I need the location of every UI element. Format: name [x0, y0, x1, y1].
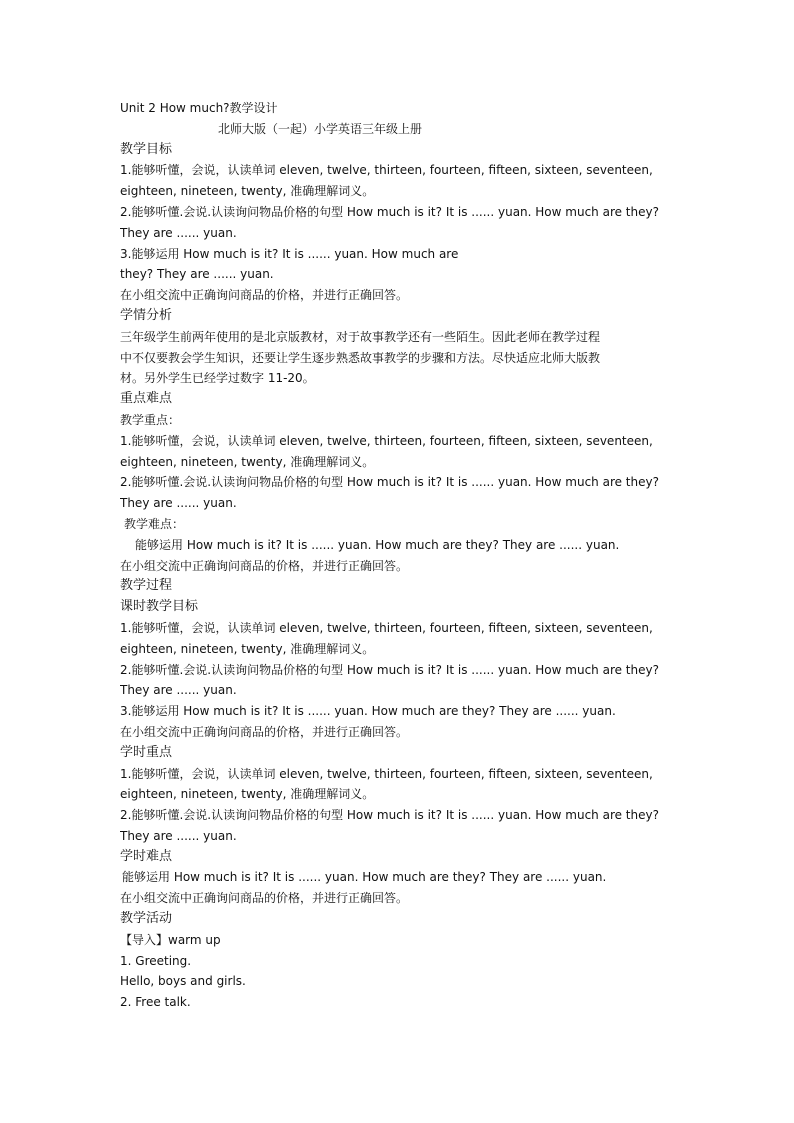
body-text-line: 3.能够运用 How much is it? It is ...... yuan. How much are they? They are ...... yuan.: [120, 704, 616, 719]
body-text-line: eighteen, nineteen, twenty, 准确理解词义。: [120, 184, 375, 199]
body-text-line: eighteen, nineteen, twenty, 准确理解词义。: [120, 454, 375, 469]
body-text-line: 2.能够听懂.会说.认读询问物品价格的句型 How much is it? It is ...... yuan. How much are they?: [120, 204, 659, 219]
section-heading: 教学目标: [120, 141, 173, 157]
body-text-line-indented: 教学难点：: [124, 516, 185, 531]
body-text-line: they? They are ...... yuan.: [120, 267, 274, 282]
body-text-line: 在小组交流中正确询问商品的价格，并进行正确回答。: [120, 288, 409, 303]
document-title: Unit 2 How much?教学设计: [120, 101, 278, 115]
body-text-line: They are ...... yuan.: [120, 496, 237, 511]
document-page: [120, 98, 680, 1013]
section-heading: 重点难点: [120, 391, 173, 407]
section-heading: 教学活动: [120, 911, 173, 927]
body-text-line: 中不仅要教会学生知识，还要让学生逐步熟悉故事教学的步骤和方法。尽快适应北师大版教: [120, 350, 601, 365]
body-text-line: 1. Greeting.: [120, 953, 192, 968]
body-text-line: 在小组交流中正确询问商品的价格，并进行正确回答。: [120, 724, 409, 739]
section-heading: 课时教学目标: [120, 599, 199, 615]
body-text-line: 1.能够听懂，会说，认读单词 eleven, twelve, thirteen, fourteen, fifteen, sixteen, seventeen,: [120, 163, 653, 178]
body-text-line: 1.能够听懂，会说，认读单词 eleven, twelve, thirteen, fourteen, fifteen, sixteen, seventeen,: [120, 433, 653, 448]
body-text-line: 2. Free talk.: [120, 995, 191, 1010]
body-text-line: 材。另外学生已经学过数字 11-20。: [120, 371, 315, 386]
body-text-line: Hello, boys and girls.: [120, 974, 246, 989]
section-heading: 学情分析: [120, 307, 173, 323]
section-heading: 学时重点: [120, 744, 173, 760]
body-text-line: They are ...... yuan.: [120, 828, 237, 843]
section-heading: 学时难点: [120, 848, 173, 864]
body-text-line: 3.能够运用 How much is it? It is ...... yuan. How much are: [120, 246, 459, 261]
body-text-line: 2.能够听懂.会说.认读询问物品价格的句型 How much is it? It is ...... yuan. How much are they?: [120, 662, 659, 677]
body-text-line: eighteen, nineteen, twenty, 准确理解词义。: [120, 787, 375, 802]
body-text-line: They are ...... yuan.: [120, 225, 237, 240]
body-text-line: eighteen, nineteen, twenty, 准确理解词义。: [120, 641, 375, 656]
body-text-line-indented: 能够运用 How much is it? It is ...... yuan. How much are they? They are ...... yuan.: [135, 537, 620, 552]
body-text-line: 三年级学生前两年使用的是北京版教材，对于故事教学还有一些陌生。因此老师在教学过程: [120, 329, 601, 344]
body-text-line: 【导入】warm up: [120, 932, 221, 947]
document-subtitle: 北师大版（一起）小学英语三年级上册: [218, 121, 423, 136]
body-text-line: 1.能够听懂，会说，认读单词 eleven, twelve, thirteen, fourteen, fifteen, sixteen, seventeen,: [120, 620, 653, 635]
body-text-line: They are ...... yuan.: [120, 683, 237, 698]
body-text-line: 在小组交流中正确询问商品的价格，并进行正确回答。: [120, 891, 409, 906]
body-text-line: 2.能够听懂.会说.认读询问物品价格的句型 How much is it? It is ...... yuan. How much are they?: [120, 475, 659, 490]
body-text-line: 1.能够听懂，会说，认读单词 eleven, twelve, thirteen, fourteen, fifteen, sixteen, seventeen,: [120, 766, 653, 781]
body-text-line: 在小组交流中正确询问商品的价格，并进行正确回答。: [120, 558, 409, 573]
body-text-line-indented: 能够运用 How much is it? It is ...... yuan. How much are they? They are ...... yuan.: [122, 870, 607, 885]
body-text-line: 2.能够听懂.会说.认读询问物品价格的句型 How much is it? It is ...... yuan. How much are they?: [120, 808, 659, 823]
section-heading: 教学过程: [120, 578, 173, 594]
body-text-line: 教学重点：: [120, 412, 181, 427]
